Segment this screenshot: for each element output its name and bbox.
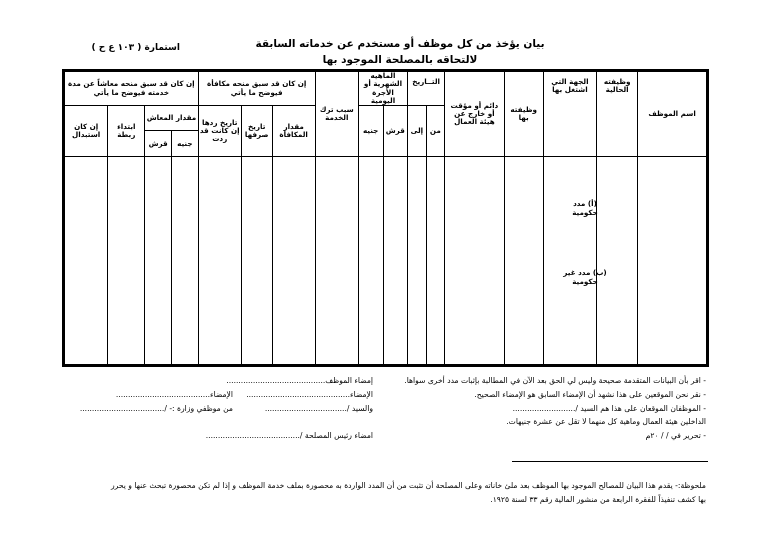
employee-signature[interactable]: إمضاء الموظف......................................... [226, 376, 373, 385]
separator-line [512, 461, 708, 462]
header-pension-commuted: إن كان استبدال [64, 106, 108, 157]
table-row [64, 157, 708, 366]
header-employee-name: اسم الموظف [638, 71, 708, 157]
header-prev-employer: الجهة التي اشتغل بها [543, 71, 596, 157]
cell-current-job[interactable] [597, 157, 638, 366]
header-permanence: دائم أو مؤقت أو خارج عن هيئة العمال [445, 71, 505, 157]
header-gratuity-amount: مقدار المكافأة [272, 106, 315, 157]
form-subtitle: لالتحاقه بالمصلحة الموجود بها [322, 54, 478, 66]
date-line: - تحرير في / / ٢٠م [645, 431, 706, 440]
header-pension-amount: مقدار المعاش [145, 106, 197, 131]
signature-field-2[interactable]: الإمضاء....................................... [115, 390, 233, 399]
cell-gratuity-refund-date[interactable] [198, 157, 241, 366]
note-line-1: ملحوظة:- يقدم هذا البيان للمصالح الموجود بها الموظف بعد ملئ خاناته وعلى المصلحة أن تثبت من أن المدد الواردة به محصورة بملف خدمة الموظف و إذا لم تكن محصورة تبحث عنها و يحرر [110, 481, 706, 490]
header-dates-to: إلى [408, 106, 427, 157]
form-number: استمارة ( ١٠٣ ع ح ) [91, 43, 180, 53]
witnesses-condition-line: الداخلين هيئة العمال وماهية كل منهما لا تقل عن عشرة جنيهات. [506, 417, 706, 426]
cell-dates-to[interactable] [408, 157, 427, 366]
cell-pension-pound[interactable] [171, 157, 198, 366]
cell-wage-pound[interactable] [358, 157, 383, 366]
cell-prev-employer[interactable] [543, 157, 596, 366]
employer-nongov-label: (ب) مدد غير حكومية [563, 268, 607, 287]
witnesses-names-line: - الموظفان الموقعان على هذا هم السيد /.......................... [512, 404, 706, 413]
header-wage-piaster: قرش [383, 106, 408, 157]
cell-pension-piaster[interactable] [145, 157, 172, 366]
form-title: بيان يؤخذ من كل موظف أو مستخدم عن خدماته السابقة [255, 38, 545, 50]
header-pension-pound: جنيه [171, 131, 198, 156]
header-current-job: وظيفته الحالية [597, 71, 638, 157]
cell-permanence[interactable] [445, 157, 505, 366]
header-dates: التــاريخ [408, 71, 445, 106]
cell-pension-commuted[interactable] [64, 157, 108, 366]
header-pension-piaster: قرش [148, 139, 168, 149]
service-history-table [62, 69, 709, 367]
signature-field-1[interactable]: الإمضاء........................................... [246, 390, 373, 399]
employer-gov-label: (أ) مدد حكومية [572, 199, 598, 218]
cell-gratuity-paid-date[interactable] [241, 157, 272, 366]
declaration-line: - اقر بأن البيانات المتقدمة صحيحة وليس لي الحق بعد الآن في المطالبة بإثبات مدد أخرى سواها. [404, 376, 706, 385]
header-gratuity-refund-date: تاريخ ردها إن كانت قد ردت [198, 106, 241, 157]
header-dates-from: من [426, 106, 444, 157]
note-line-2: بها كشف تنفيذاً للفقرة الرابعة من منشور المالية رقم ٣٣ لسنة ١٩٢٥. [490, 495, 706, 504]
cell-employee-name[interactable] [638, 157, 708, 366]
header-gratuity-group: إن كان قد سبق منحه مكافأة فيوضح ما يأتي [198, 71, 315, 106]
header-pension-start: ابتداء ربطة [108, 106, 145, 157]
cell-job-there[interactable] [504, 157, 543, 366]
header-leave-reason: سبب ترك الخدمة [315, 71, 358, 157]
header-pension-group: إن كان قد سبق منحه معاشاً عن مدة خدمته فيوضح ما يأتي [64, 71, 199, 106]
witness-line: - نقر نحن الموقعين على هذا نشهد أن الإمضاء السابق هو الإمضاء الصحيح. [474, 390, 706, 399]
cell-pension-start[interactable] [108, 157, 145, 366]
header-gratuity-paid-date: تاريخ صرفها [241, 106, 272, 157]
cell-wage-piaster[interactable] [383, 157, 408, 366]
cell-leave-reason[interactable] [315, 157, 358, 366]
header-wage: الماهيه الشهرية أو الأجرة اليومية [358, 71, 407, 106]
header-pension-units [145, 131, 197, 156]
department-head-signature[interactable]: امضاء رئيس المصلحة /....................................... [205, 431, 373, 440]
header-job-there: وظيفته بها [504, 71, 543, 157]
cell-gratuity-amount[interactable] [272, 157, 315, 366]
cell-dates-from[interactable] [426, 157, 444, 366]
header-pension-amount-cell [145, 106, 198, 157]
header-wage-pound: جنيه [358, 106, 383, 157]
second-witness-field[interactable]: والسيد /.................................. [264, 404, 373, 413]
ministry-field[interactable]: من موظفي وزارة :- /................................... [79, 404, 233, 413]
